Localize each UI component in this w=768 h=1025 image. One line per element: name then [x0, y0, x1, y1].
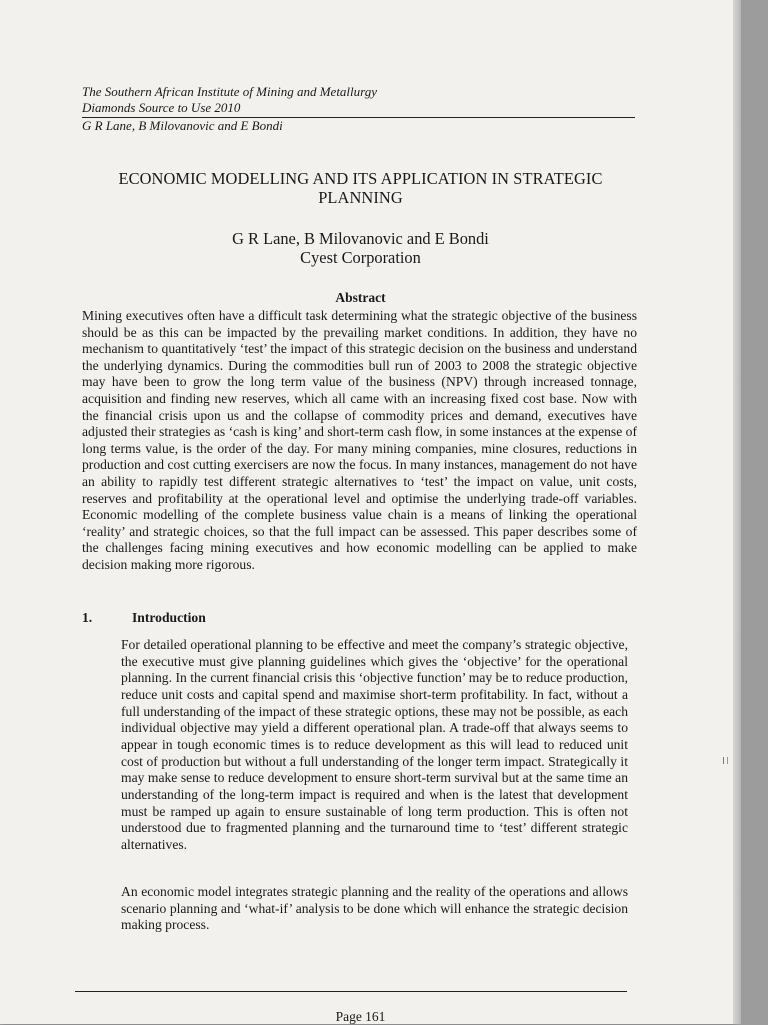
header-authors: G R Lane, B Milovanovic and E Bondi [82, 118, 283, 133]
header-conference: Diamonds Source to Use 2010 [82, 100, 241, 115]
paper-title [82, 169, 639, 207]
page-edge [733, 0, 741, 1024]
byline [82, 229, 639, 267]
byline-affiliation: Cyest Corporation [300, 248, 421, 267]
scan-mark [723, 757, 728, 764]
section-heading: Introduction [132, 610, 206, 625]
page-number: Page 161 [335, 1009, 386, 1024]
header-institute: The Southern African Institute of Mining and Metallurgy [82, 84, 378, 99]
intro-paragraph-1: For detailed operational planning to be effective and meet the company’s strategic objective, the executive must give planning guidelines which gives the ‘objective’ for the operational planning. In the current financial crisis this ‘objective function’ may be to reduce production, reduce unit costs and capital spend and maximise short-term profitability. In fact, without a full understanding of the impact of these strategic options, these may not be possible, as each individual objective may yield a different operational plan. A trade-off that always seems to appear in tough economic times is to reduce development as this will lead to reduced unit cost of production but without a full understanding of the longer term impact. Strategically it may make sense to reduce development to ensure short-term survival but at the same time an understanding of the long-term impact is required and when is the latest that development must be ramped up again to ensure sustainable of long term production. This is often not understood due to fragmented planning and the turnaround time to ‘test’ different strategic alternatives. [121, 637, 628, 852]
paper-title-line-2: PLANNING [318, 188, 403, 207]
footer-rule [75, 991, 627, 992]
section-number: 1. [82, 610, 93, 625]
abstract-heading: Abstract [335, 290, 386, 305]
abstract-text: Mining executives often have a difficult task determining what the strategic objective of the business should be as this can be impacted by the prevailing market conditions. In addition, they have no mechanism to quantitatively ‘test’ the impact of this strategic decision on the business and understand the underlying dynamics. During the commodities bull run of 2003 to 2008 the strategic objective may have been to grow the long term value of the business (NPV) through increased tonnage, acquisition and finding new reserves, which all came with an increasing fixed cost base. Now with the financial crisis upon us and the collapse of commodity prices and demand, executives have adjusted their strategies as ‘cash is king’ and short-term cash flow, in some instances at the expense of long terms value, is the order of the day. For many mining companies, mine closures, reductions in production and cost cutting exercisers are now the focus. In many instances, management do not have an ability to rapidly test different strategic alternatives to ‘test’ the impact on value, unit costs, reserves and profitability at the operational level and optimise the underlying trade-off variables. Economic modelling of the complete business value chain is a means of linking the operational ‘reality’ and strategic choices, so that the full impact can be assessed. This paper describes some of the challenges facing mining executives and how economic modelling can be applied to make decision making more rigorous. [82, 308, 637, 572]
intro-paragraph-2: An economic model integrates strategic planning and the reality of the operations and allows scenario planning and ‘what-if’ analysis to be done which will enhance the strategic decision making process. [121, 884, 628, 933]
paper-title-line-1: ECONOMIC MODELLING AND ITS APPLICATION IN STRATEGIC [118, 169, 603, 188]
byline-authors: G R Lane, B Milovanovic and E Bondi [232, 229, 489, 248]
